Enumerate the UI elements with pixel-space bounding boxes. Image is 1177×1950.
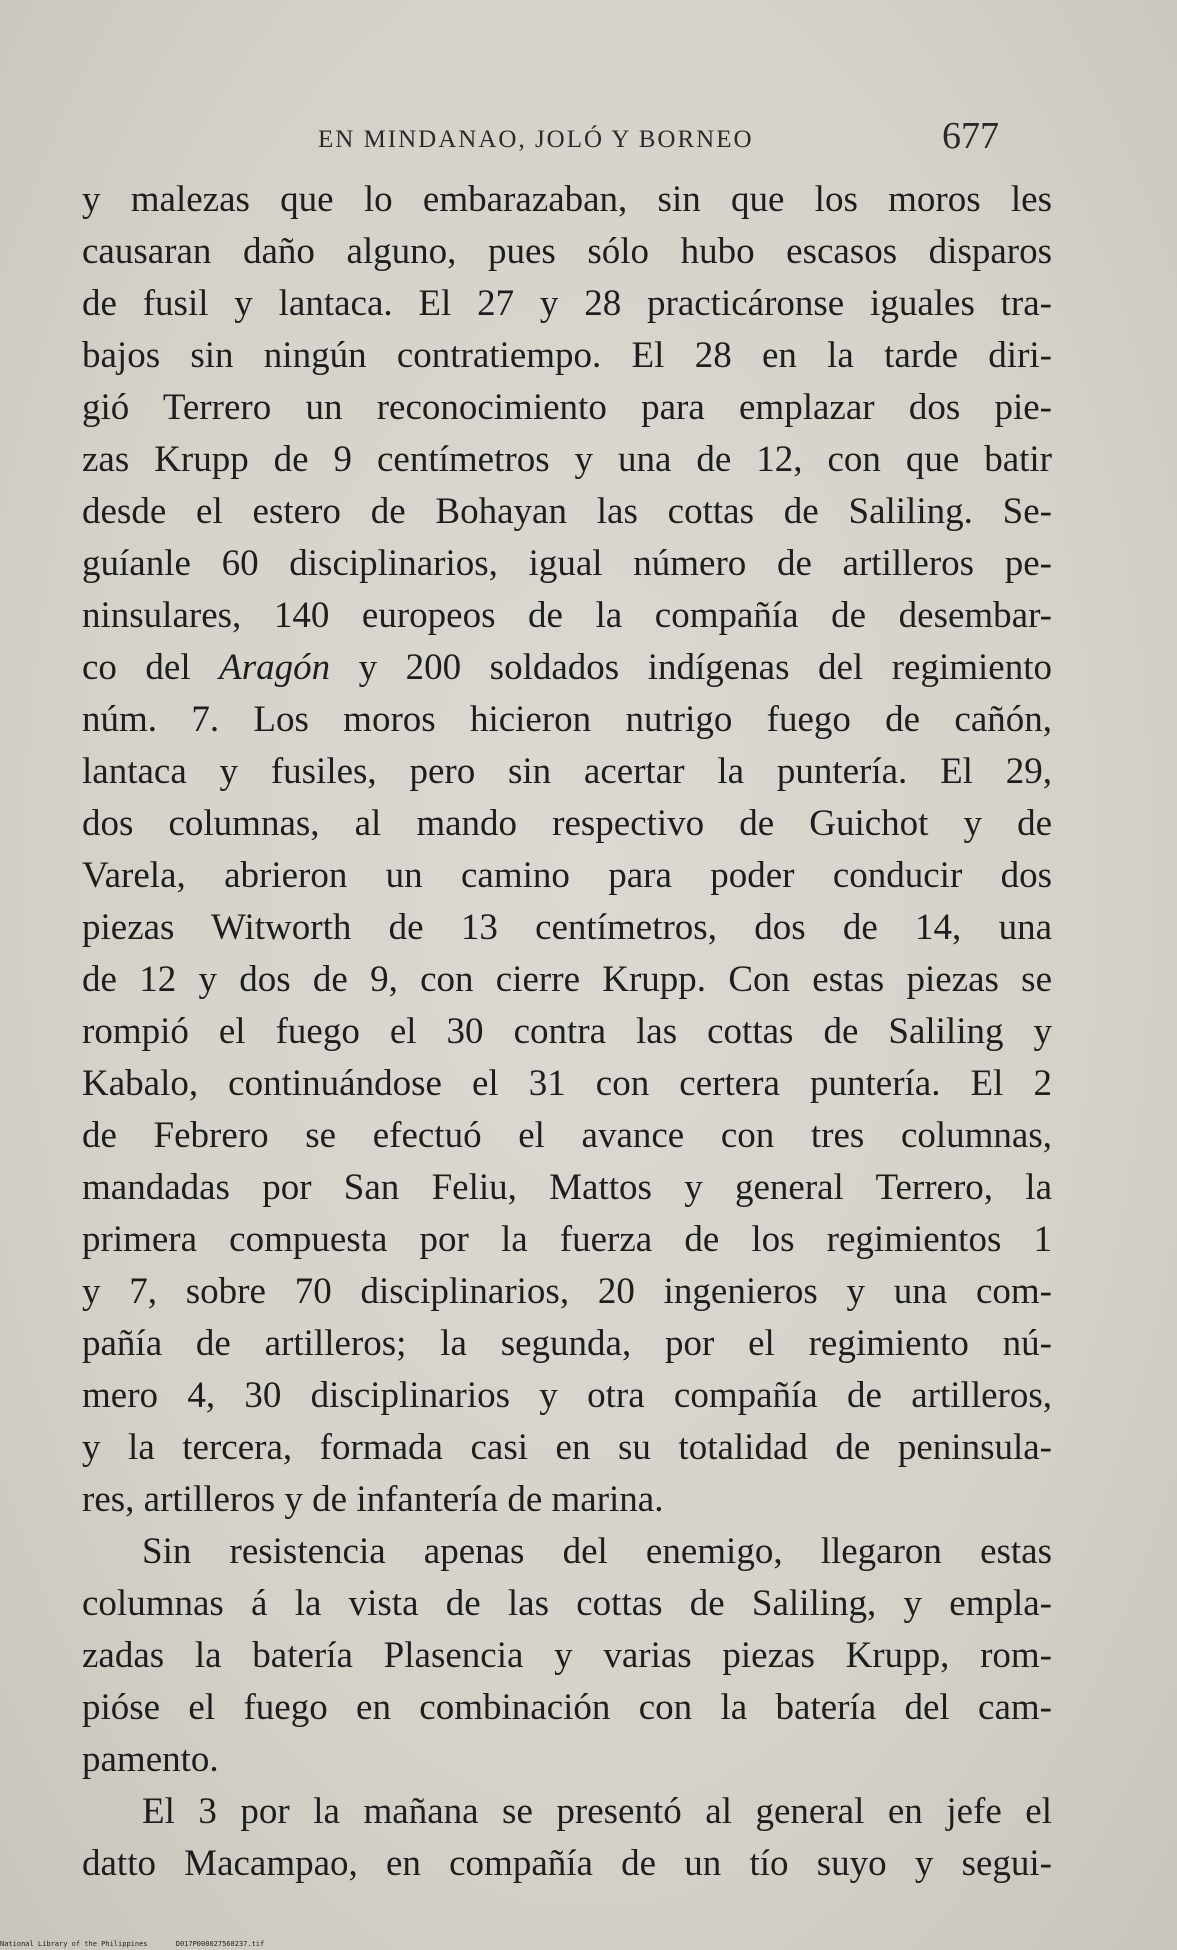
text-line: guíanle 60 disciplinarios, igual número de artilleros pe- (82, 543, 1052, 584)
paragraph-2 (82, 1526, 1052, 1786)
ship-name: Aragón (219, 647, 331, 688)
text-line: Sin resistencia apenas del enemigo, llegaron estas (142, 1531, 1052, 1572)
text-line: zadas la batería Plasencia y varias piezas Krupp, rom- (82, 1635, 1052, 1676)
text-line: mandadas por San Feliu, Mattos y general Terrero, la (82, 1167, 1052, 1208)
text-line: pamento. (82, 1739, 219, 1780)
page-header (0, 114, 1177, 164)
text-line: de Febrero se efectuó el avance con tres columnas, (82, 1115, 1052, 1156)
text-line: pióse el fuego en combinación con la batería del cam- (82, 1687, 1052, 1728)
file-id: D017P000027560237.tif (175, 1940, 265, 1948)
running-title: EN MINDANAO, JOLÓ Y BORNEO (318, 126, 754, 153)
text-line: de 12 y dos de 9, con cierre Krupp. Con estas piezas se (82, 959, 1052, 1000)
text-line: y la tercera, formada casi en su totalidad de peninsula- (82, 1427, 1052, 1468)
text-line: bajos sin ningún contratiempo. El 28 en la tarde diri- (82, 335, 1052, 376)
text-line: gió Terrero un reconocimiento para emplazar dos pie- (82, 387, 1052, 428)
text-line: y 7, sobre 70 disciplinarios, 20 ingenieros y una com- (82, 1271, 1052, 1312)
text-line: ninsulares, 140 europeos de la compañía de desembar- (82, 595, 1052, 636)
text-line: co del Aragón y 200 soldados indígenas del regimiento (82, 647, 1053, 688)
text-line: de fusil y lantaca. El 27 y 28 practicáronse iguales tra- (82, 283, 1052, 324)
paragraph-3 (82, 1786, 1052, 1890)
text-line: zas Krupp de 9 centímetros y una de 12, con que batir (82, 439, 1052, 480)
library-credit: National Library of the Philippines (0, 1940, 148, 1948)
scan-footer (0, 1940, 264, 1948)
text-line: res, artilleros y de infantería de marina. (82, 1479, 664, 1520)
text-line: columnas á la vista de las cottas de Saliling, y empla- (82, 1583, 1052, 1624)
text-line: pañía de artilleros; la segunda, por el regimiento nú- (82, 1323, 1052, 1364)
text-line: mero 4, 30 disciplinarios y otra compañía de artilleros, (82, 1375, 1052, 1416)
text-line: El 3 por la mañana se presentó al general en jefe el (142, 1791, 1052, 1832)
text-line: piezas Witworth de 13 centímetros, dos de 14, una (82, 907, 1052, 948)
paragraph-1 (82, 174, 1052, 1526)
text-line: lantaca y fusiles, pero sin acertar la puntería. El 29, (82, 751, 1052, 792)
text-line: datto Macampao, en compañía de un tío suyo y segui- (82, 1843, 1052, 1884)
page-number: 677 (942, 115, 999, 157)
text-line: y malezas que lo embarazaban, sin que los moros les (82, 179, 1052, 220)
text-line: dos columnas, al mando respectivo de Guichot y de (82, 803, 1052, 844)
text-line: Kabalo, continuándose el 31 con certera puntería. El 2 (82, 1063, 1052, 1104)
text-line: núm. 7. Los moros hicieron nutrigo fuego de cañón, (82, 699, 1052, 740)
text-line: desde el estero de Bohayan las cottas de Saliling. Se- (82, 491, 1052, 532)
text-line: primera compuesta por la fuerza de los regimientos 1 (82, 1219, 1052, 1260)
text-line: Varela, abrieron un camino para poder conducir dos (82, 855, 1052, 896)
text-line: rompió el fuego el 30 contra las cottas de Saliling y (82, 1011, 1052, 1052)
text-line: causaran daño alguno, pues sólo hubo escasos disparos (82, 231, 1052, 272)
body-text (82, 174, 1052, 1890)
